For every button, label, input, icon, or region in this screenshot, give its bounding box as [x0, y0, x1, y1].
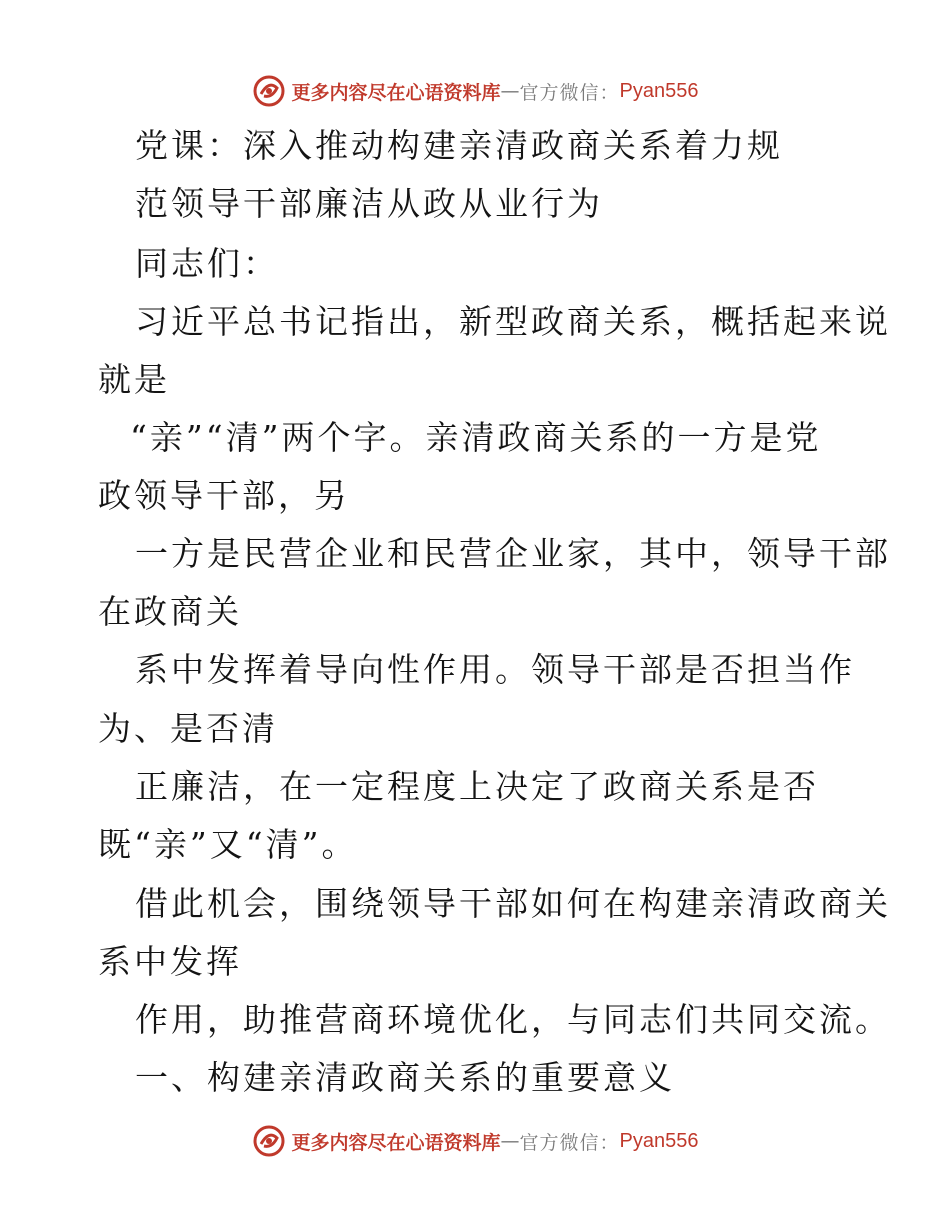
salutation: 同志们：	[135, 244, 279, 283]
paragraph-line: 一方是民营企业和民营企业家，其中，领导干部	[135, 534, 891, 573]
watermark-contact-label: 官方微信：	[519, 1131, 620, 1154]
watermark-wechat-id: Pyan556	[619, 79, 699, 102]
watermark-main-text: 更多内容尽在心语资料库	[291, 1131, 501, 1154]
paragraph-line: 政领导干部，另	[98, 476, 350, 515]
paragraph-line: 就是	[98, 360, 170, 399]
section-heading: 一、构建亲清政商关系的重要意义	[135, 1058, 675, 1097]
paragraph-line: 系中发挥	[98, 942, 242, 981]
paragraph-line: “亲”“清”两个字。亲清政商关系的一方是党	[130, 418, 822, 457]
paragraph-line: 在政商关	[98, 592, 242, 631]
paragraph-line: 习近平总书记指出，新型政商关系，概括起来说	[135, 302, 891, 341]
watermark-main-text: 更多内容尽在心语资料库	[291, 81, 501, 104]
swirl-logo-icon	[252, 1124, 286, 1158]
paragraph-line: 为、是否清	[98, 709, 278, 748]
paragraph-line: 正廉洁，在一定程度上决定了政商关系是否	[135, 767, 819, 806]
watermark-separator: —	[500, 80, 520, 102]
watermark-separator: —	[500, 1130, 520, 1152]
watermark-contact-label: 官方微信：	[519, 81, 620, 104]
paragraph-line: 借此机会，围绕领导干部如何在构建亲清政商关	[135, 884, 891, 923]
paragraph-line: 系中发挥着导向性作用。领导干部是否担当作	[135, 650, 855, 689]
title-line-1: 党课：深入推动构建亲清政商关系着力规	[135, 126, 783, 165]
watermark-banner-bottom	[0, 1121, 950, 1161]
paragraph-line: 既“亲”又“清”。	[98, 825, 358, 864]
watermark-wechat-id: Pyan556	[619, 1129, 699, 1152]
title-line-2: 范领导干部廉洁从政从业行为	[135, 184, 603, 223]
paragraph-line: 作用，助推营商环境优化，与同志们共同交流。	[135, 1000, 891, 1039]
